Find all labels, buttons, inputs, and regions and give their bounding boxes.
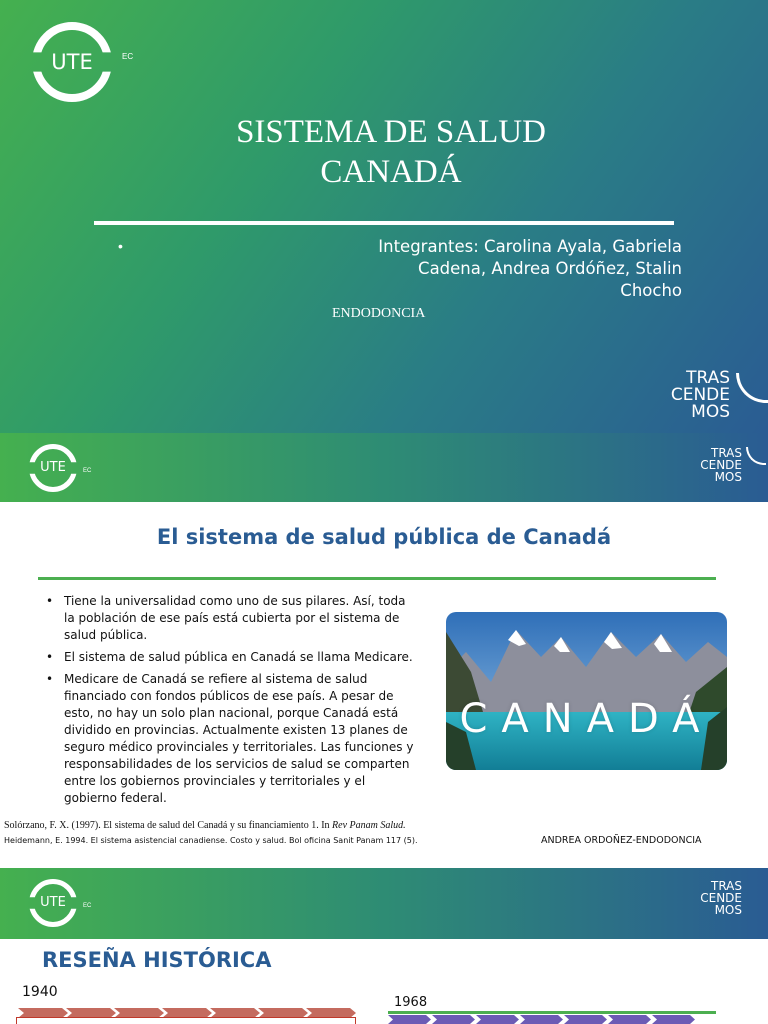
timeline-box-left [16, 1017, 356, 1024]
canada-landscape-image [446, 612, 727, 770]
header-bar [0, 868, 768, 939]
trascendemos-logo [650, 370, 730, 421]
timeline-year-right: 1968 [394, 995, 428, 1010]
timeline-year-left: 1940 [22, 984, 58, 1000]
title-line-1: SISTEMA DE SALUD [236, 114, 546, 150]
members-line-2: Cadena, Andrea Ordóñez, Stalin Chocho [418, 259, 682, 300]
mountain-lake-illustration [446, 612, 727, 770]
members-text [352, 236, 682, 302]
slogan-line-2: CENDE [670, 385, 730, 405]
slide-title: El sistema de salud pública de Canadá [156, 525, 612, 549]
reference-1 [4, 820, 406, 831]
timeline-purple-arrows [388, 1015, 696, 1024]
title-divider [38, 577, 716, 580]
logo-text: UTE [51, 50, 93, 74]
title-divider [94, 221, 674, 225]
header-bar [0, 433, 768, 502]
slogan-line-3: MOS [691, 402, 730, 422]
logo-suffix: EC [83, 903, 92, 909]
ute-logo [32, 22, 112, 102]
ute-logo-small [29, 879, 92, 927]
logo-text: UTE [40, 895, 66, 910]
content-slide [0, 433, 768, 860]
slogan-line-2: CENDE [700, 891, 742, 905]
list-item: • Medicare de Canadá se refiere al sistema de salud financiado con fondos públicos de ese país. A pesar de esto, no hay un solo plan nacional, porque Canadá está dividido en provincias. Actualmente existen 13 planes de seguro médico provinciales y territoriales. Las funciones y responsabilidades de los servicios de salud se comparten entre los gobiernos provinciales y territoriales y el gobierno federal. [46, 671, 418, 807]
list-item: • Tiene la universalidad como uno de sus pilares. Así, toda la población de ese país está cubierta por el sistema de salud pública. [46, 593, 418, 644]
slogan-line-3: MOS [714, 903, 742, 917]
course-name: ENDODONCIA [332, 306, 426, 321]
slogan-line-1: TRAS [710, 446, 742, 460]
title-slide [0, 0, 768, 433]
slogan-line-1: TRAS [686, 368, 730, 388]
reference-2: Heidemann, E. 1994. El sistema asistencial canadiense. Costo y salud. Bol oficina Sanit Panam 117 (5). [4, 836, 418, 845]
logo-text: UTE [40, 460, 66, 475]
logo-suffix: EC [83, 468, 92, 474]
members-line-1: Integrantes: Carolina Ayala, Gabriela [378, 237, 682, 256]
slogan-arc-icon [746, 447, 766, 465]
logo-suffix: EC [122, 52, 134, 61]
bullet-marker: • [118, 238, 123, 254]
list-item: • El sistema de salud pública en Canadá se llama Medicare. [46, 649, 418, 666]
slogan-line-2: CENDE [700, 458, 742, 472]
timeline-green-line [388, 1011, 716, 1014]
slide-title: RESEÑA HISTÓRICA [42, 948, 272, 972]
author-footer: ANDREA ORDOÑEZ-ENDODONCIA [541, 835, 702, 846]
trascendemos-logo [694, 447, 742, 483]
reference-1-main: Solórzano, F. X. (1997). El sistema de salud del Canadá y su financiamiento 1. In [4, 820, 333, 831]
reference-1-journal: Rev Panam Salud. [332, 820, 406, 831]
slogan-line-3: MOS [714, 470, 742, 484]
history-slide [0, 860, 768, 1024]
slogan-arc-icon [736, 373, 768, 403]
title-line-2: CANADÁ [320, 154, 462, 190]
slogan-line-1: TRAS [710, 879, 742, 893]
bullet-list [46, 593, 418, 812]
slide-title [0, 112, 768, 192]
image-caption-word: CANADÁ [459, 696, 714, 742]
ute-logo-small [29, 444, 92, 492]
trascendemos-logo [694, 880, 742, 916]
